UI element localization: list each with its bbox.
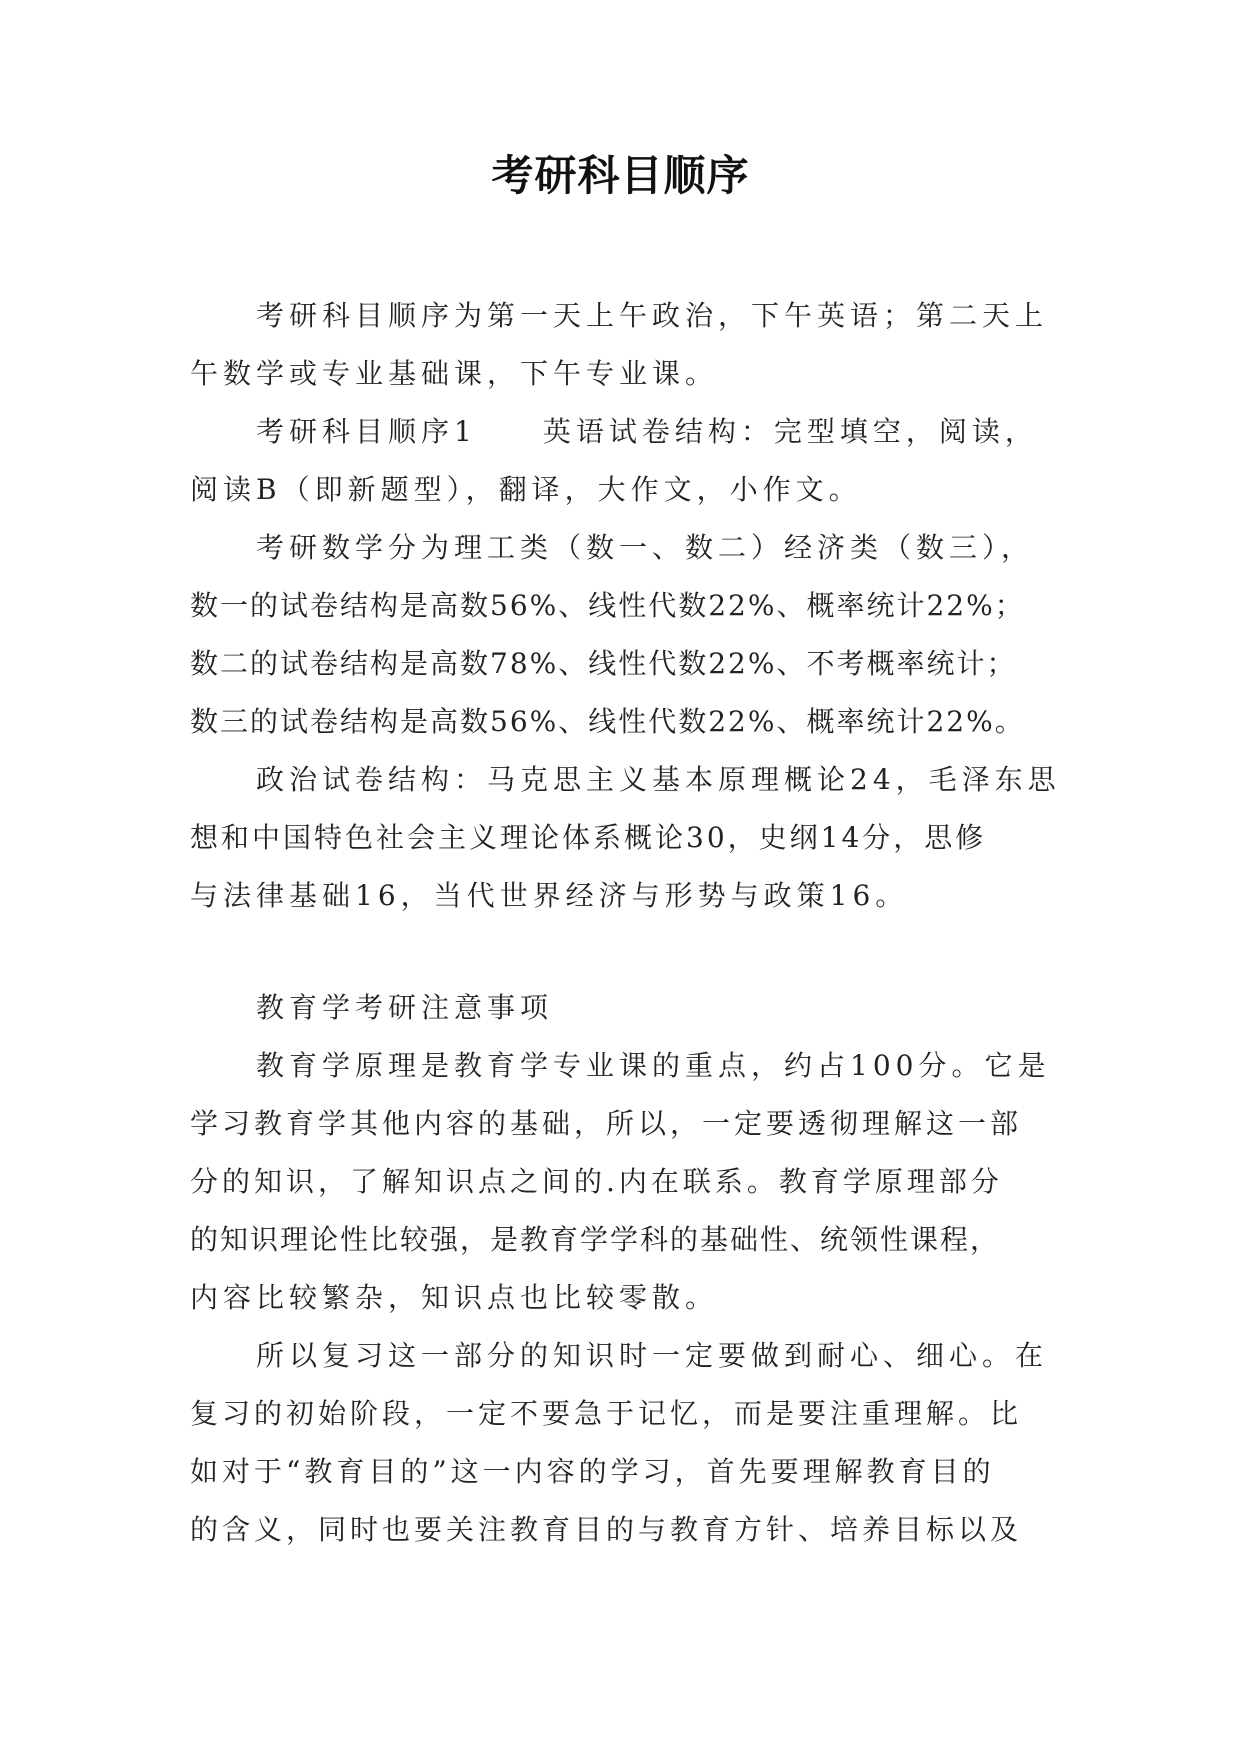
paragraph-line: 考研科目顺序为第一天上午政治，下午英语；第二天上 (256, 299, 1049, 332)
paragraph-line: 考研数学分为理工类（数一、数二）经济类（数三）， (256, 531, 1035, 564)
section-heading: 教育学考研注意事项 (256, 991, 554, 1024)
paragraph-line: 数三的试卷结构是高数56%、线性代数22%、概率统计22%。 (190, 705, 1025, 738)
paragraph-line: 内容比较繁杂，知识点也比较零散。 (190, 1281, 719, 1314)
paragraph-line: 考研科目顺序1 英语试卷结构：完型填空，阅读， (256, 415, 1038, 448)
paragraph-line: 数二的试卷结构是高数78%、线性代数22%、不考概率统计； (190, 647, 1017, 680)
paragraph-line: 想和中国特色社会主义理论体系概论30，史纲14分，思修 (190, 821, 987, 854)
paragraph-line: 分的知识，了解知识点之间的.内在联系。教育学原理部分 (190, 1165, 1003, 1198)
paragraph-line: 阅读B（即新题型），翻译，大作文，小作文。 (190, 473, 862, 506)
paragraph-line: 政治试卷结构：马克思主义基本原理概论24，毛泽东思 (256, 763, 1061, 796)
paragraph-line: 的知识理论性比较强，是教育学学科的基础性、统领性课程， (190, 1223, 1001, 1256)
document-title: 考研科目顺序 (491, 151, 750, 200)
paragraph-line: 学习教育学其他内容的基础，所以，一定要透彻理解这一部 (190, 1107, 1023, 1140)
paragraph-line: 教育学原理是教育学专业课的重点，约占100分。它是 (256, 1049, 1051, 1082)
paragraph-line: 的含义，同时也要关注教育目的与教育方针、培养目标以及 (190, 1513, 1023, 1546)
paragraph-line: 复习的初始阶段，一定不要急于记忆，而是要注重理解。比 (190, 1397, 1023, 1430)
paragraph-line: 与法律基础16，当代世界经济与形势与政策16。 (190, 879, 909, 912)
paragraph-line: 午数学或专业基础课，下午专业课。 (190, 357, 719, 390)
paragraph-line: 数一的试卷结构是高数56%、线性代数22%、概率统计22%； (190, 589, 1025, 622)
paragraph-line: 所以复习这一部分的知识时一定要做到耐心、细心。在 (256, 1339, 1049, 1372)
section-exam-order (190, 287, 1062, 925)
section-education-notes (190, 979, 1062, 1559)
paragraph-line: 如对于“教育目的”这一内容的学习，首先要理解教育目的 (190, 1455, 995, 1488)
